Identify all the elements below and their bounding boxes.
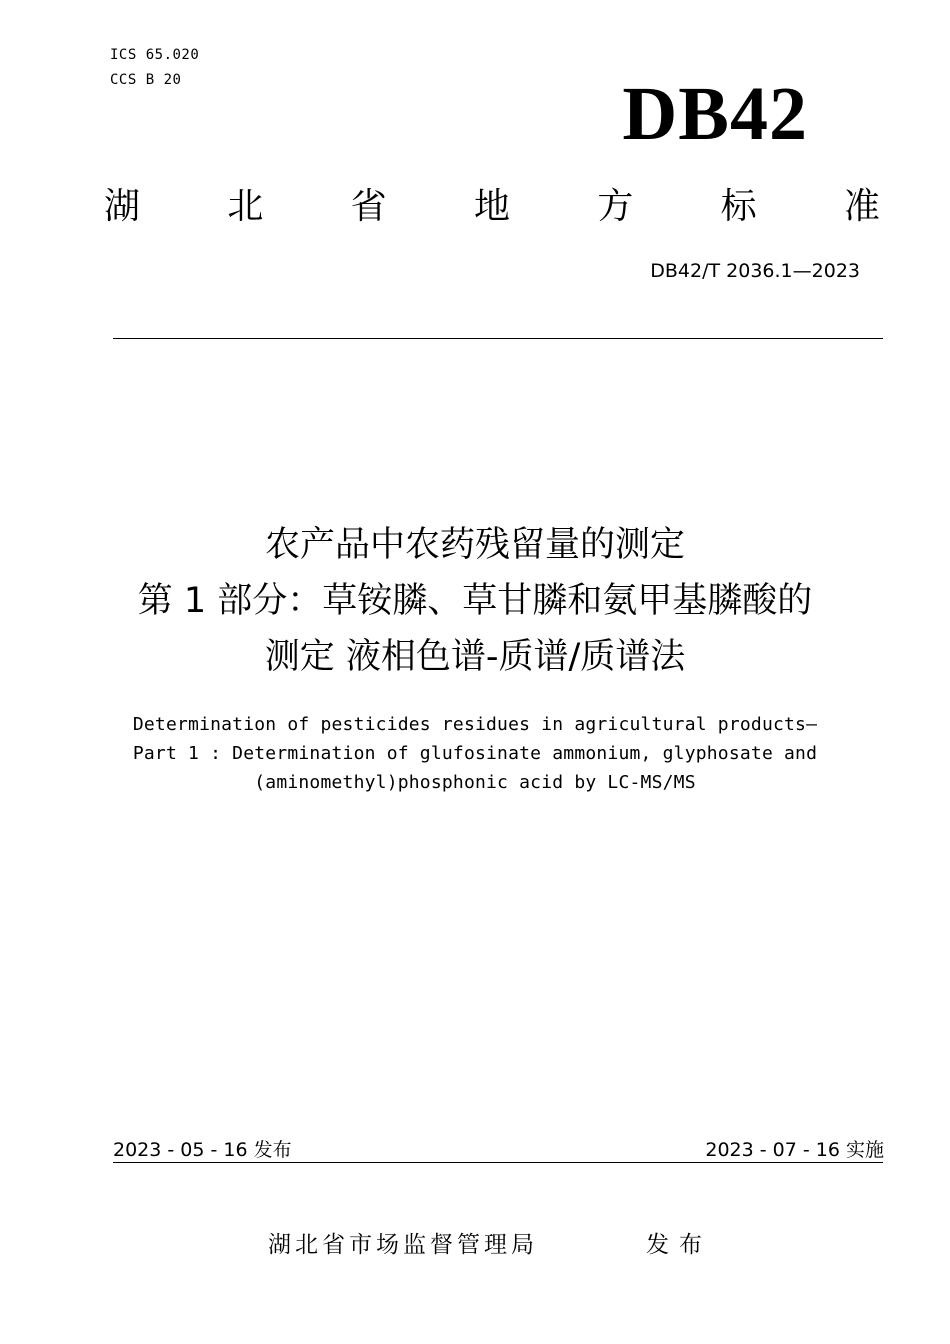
publish-label: 发布 (646, 1232, 712, 1258)
standard-logo: DB42 (622, 72, 808, 156)
level-char: 湖 (104, 186, 141, 227)
level-char: 地 (473, 186, 510, 227)
implementation-date: 2023 - 07 - 16 实施 (705, 1139, 884, 1161)
level-char: 准 (843, 186, 880, 227)
footer-divider (113, 1162, 883, 1163)
ccs-code: CCS B 20 (110, 72, 182, 88)
english-title-line: Part 1 : Determination of glufosinate ammonium, glyphosate and (132, 743, 818, 764)
header-divider (113, 338, 883, 339)
chinese-title-line: 第 1 部分：草铵膦、草甘膦和氨甲基膦酸的 (137, 581, 813, 621)
english-title (60, 710, 890, 797)
standard-level-heading (104, 185, 880, 229)
ics-code: ICS 65.020 (110, 47, 200, 63)
standard-number: DB42/T 2036.1—2023 (650, 260, 860, 282)
level-char: 标 (720, 186, 757, 227)
chinese-title-line: 农产品中农药残留量的测定 (264, 525, 685, 565)
chinese-title-line: 测定 液相色谱-质谱/质谱法 (264, 637, 686, 677)
chinese-title (60, 517, 890, 685)
level-char: 北 (227, 186, 264, 227)
issue-date: 2023 - 05 - 16 发布 (113, 1139, 292, 1161)
english-title-line: Determination of pesticides residues in agricultural products— (132, 714, 818, 735)
publisher-name: 湖北省市场监督管理局 (268, 1232, 538, 1258)
level-char: 方 (597, 186, 634, 227)
english-title-line: (aminomethyl)phosphonic acid by LC-MS/MS (254, 772, 696, 793)
level-char: 省 (350, 186, 387, 227)
